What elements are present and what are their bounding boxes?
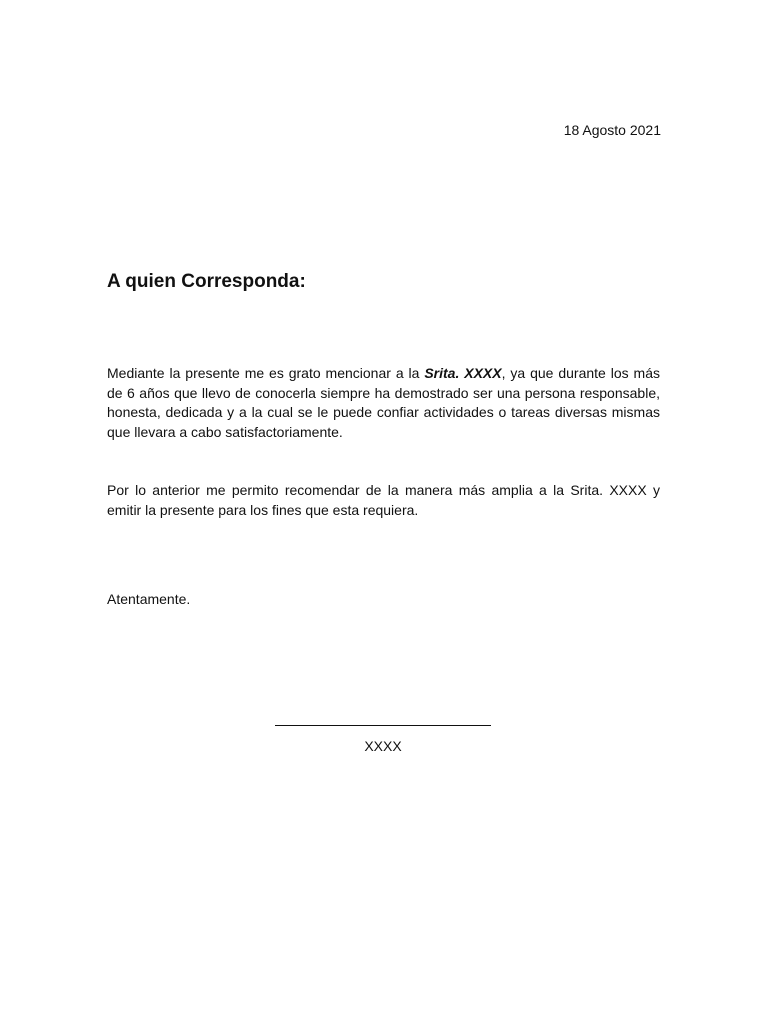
recommended-person-name: Srita. XXXX [424, 365, 502, 381]
letter-date: 18 Agosto 2021 [563, 122, 661, 138]
paragraph-1-intro: Mediante la presente me es grato mencionar a la [107, 365, 425, 381]
signature-name: XXXX [364, 738, 402, 754]
body-paragraph-2: Por lo anterior me permito recomendar de la manera más amplia a la Srita. XXXX y emitir la presente para los fines que esta requiera. [107, 482, 660, 518]
body-paragraph-1 [107, 364, 660, 442]
signature-line [275, 725, 491, 726]
letter-closing: Atentamente. [107, 591, 191, 607]
paragraph-1-rest: , ya que durante los más de 6 años que llevo de conocerla siempre ha demostrado ser una persona responsable, honesta, dedicada y a la cual se le puede confiar actividades o tareas diversas mismas que llevara a cabo satisfactoriamente. [107, 365, 661, 440]
letter-greeting: A quien Corresponda: [107, 271, 306, 292]
